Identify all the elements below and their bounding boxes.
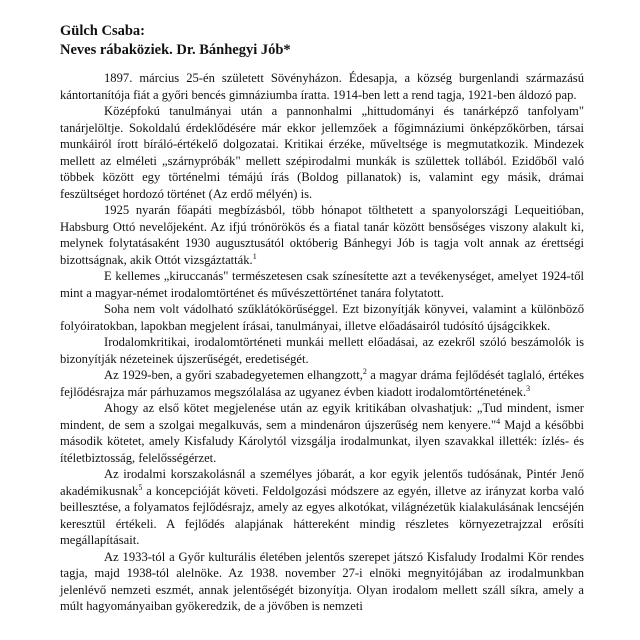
paragraph: Az 1933-tól a Győr kulturális életében jelentős szerepet játszó Kisfaludy Irodalmi Kör rendes tagja, majd 1938-tól alelnöke. Az 1938. november 27-i elnöki megnyitójában az irodalmunkban jelenlévő nemzeti eszmét, annak jelentőségét bizonyítja. Olyan irodalom mellett száll síkra, amely a múlt hagyományaiban gyökeredzik, de a jövőben is nemzeti [60,549,584,613]
footnote-ref: 2 [362,366,367,376]
paragraph: Az 1929-ben, a győri szabadegyetemen elhangzott,$^2$ a magyar dráma fejlődését taglaló, értékes fejlődésrajza már párhuzamos megszólalása az ugyanez évben kiadott irodalomtörténetének.$^3$ [60,366,584,399]
paragraph: E kellemes „kiruccanás" természetesen csak színesítette azt a tevékenységet, amelyet 1924-től mint a magyar-német irodalomtörténet és művészettörténet tanára folytatott. [60,269,584,300]
article-title: Neves rábaköziek. Dr. Bánhegyi Jób* [60,42,291,58]
article-body [60,70,584,615]
footnote-ref: 5 [138,482,143,492]
paragraph: Ahogy az első kötet megjelenése után az egyik kritikában olvashatjuk: „Tud mindent, ismer mindent, de sem a szolgai megalkuvás, sem a mindenáron újszerűség nem kenyere."$^4$ Majd a későbbi második kötetet, amely Kisfaludy Károlytól vizsgálja irodalmunkat, ilyen szavakkal illették: ízlés- és ítéletbiztosság, felelősségérzet. [60,401,584,465]
paragraph: Az irodalmi korszakolásnál a személyes jóbarát, a kor egyik jelentős tudósának, Pintér Jenő akadémikusnak$^5$ a koncepcióját követi. Feldolgozási módszere az egyén, illetve az irányzat korba való beillesztése, a folyamatos fejlődésrajz, amely az egyes alkotókat, világnézetük kialakulásának lencséjén keresztül értékeli. A fejlődés alapjának háttereként mindig részletes környezetrajzzal erősíti megállapításait. [60,467,584,547]
footnote-ref: 3 [526,383,531,393]
author-line: Gülch Csaba: [60,23,146,39]
paragraph: 1897. március 25-én született Sövényházon. Édesapja, a község burgenlandi származású kántortanítója fiát a győri bencés gimnáziumba íratta. 1914-ben lett a rend tagja, 1921-ben áldozó pap. [60,71,584,102]
paragraph: Középfokú tanulmányai után a pannonhalmi „hittudományi és tanárképző tanfolyam" tanárjelöltje. Sokoldalú érdeklődésére már ekkor jellemzőek a főgimnáziumi önképzőkörben, társai munkáiról írott bíráló-értékelő dolgozatai. Kritikai érzéke, műveltsége is megmutatkozik. Mindezek mellett az elméleti „szárnypróbák" mellett szépirodalmi munkák is születtek tollából. Ezidőből való többek között egy történelmi témájú írás (Boldog pillanatok) is, valamint egy másik, drámai feszültséget hordozó történet (Az erdő mélyén) is. [60,104,584,201]
footnote-ref: 1 [252,251,257,261]
paragraph: 1925 nyarán főapáti megbízásból, több hónapot tölthetett a spanyolországi Lequeitióban, Habsburg Ottó nevelőjeként. Az ifjú trónörökös és a fiatal tanár között bensőséges viszony alakult ki, melynek folytatásaként 1930 augusztusától októberig Bánhegyi Jób is tagja volt annak az érettségi bizottságnak, akik Ottót vizsgáztatták.$^1$ [60,203,584,267]
paragraph: Soha nem volt vádolható szűklátókörűséggel. Ezt bizonyítják könyvei, valamint a különböző folyóiratokban, lapokban megjelent írásai, tanulmányai, illetve előadásairól tudósító újságcikkek. [60,302,584,333]
document-header [60,22,291,60]
paragraph: Irodalomkritikai, irodalomtörténeti munkái mellett előadásai, az ezekről szóló beszámolók is bizonyítják nézeteinek újszerűségét, eredetiségét. [60,335,584,366]
footnote-ref: 4 [496,416,501,426]
